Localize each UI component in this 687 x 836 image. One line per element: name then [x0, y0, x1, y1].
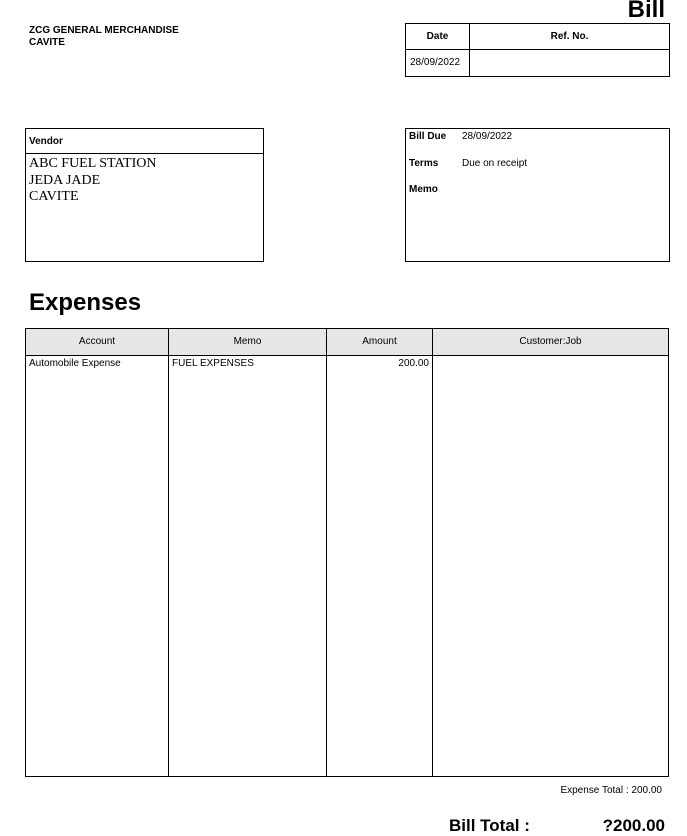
bill-total-label: Bill Total :: [449, 816, 530, 835]
expense-total: Expense Total : 200.00: [560, 785, 662, 796]
expenses-table: [25, 328, 669, 777]
column-divider: [326, 329, 327, 776]
terms-label: Terms: [409, 158, 439, 169]
vendor-box: [25, 128, 264, 262]
ref-no-label: Ref. No.: [550, 31, 589, 42]
column-header-account: Account: [78, 336, 116, 347]
vendor-contact: JEDA JADE: [29, 172, 101, 188]
divider: [406, 49, 669, 50]
vendor-name: ABC FUEL STATION: [29, 156, 157, 171]
company-location: CAVITE: [29, 37, 65, 48]
cell-account: Automobile Expense: [29, 358, 121, 369]
date-label: Date: [426, 31, 449, 42]
date-value: 28/09/2022: [410, 57, 461, 68]
column-divider: [168, 329, 169, 776]
column-header-customer-job: Customer:Job: [519, 336, 582, 347]
bill-info-box: [405, 128, 670, 262]
vendor-label: Vendor: [26, 129, 263, 154]
expenses-heading: Expenses: [29, 289, 142, 316]
terms-value: Due on receipt: [462, 158, 528, 169]
vendor-city: CAVITE: [29, 189, 79, 204]
cell-amount: 200.00: [398, 358, 429, 369]
column-header-memo: Memo: [233, 336, 262, 347]
company-block: [29, 25, 179, 49]
bill-due-value: 28/09/2022: [462, 131, 513, 142]
bill-due-label: Bill Due: [409, 131, 447, 142]
document-title: Bill: [627, 0, 665, 23]
vendor-address: [26, 154, 263, 206]
bill-total-value: ?200.00: [602, 816, 665, 835]
column-divider: [432, 329, 433, 776]
memo-label: Memo: [409, 184, 438, 195]
column-header-amount: Amount: [362, 336, 397, 347]
company-name: ZCG GENERAL MERCHANDISE: [29, 25, 179, 36]
date-ref-box: [405, 23, 670, 77]
cell-memo: FUEL EXPENSES: [172, 358, 254, 369]
